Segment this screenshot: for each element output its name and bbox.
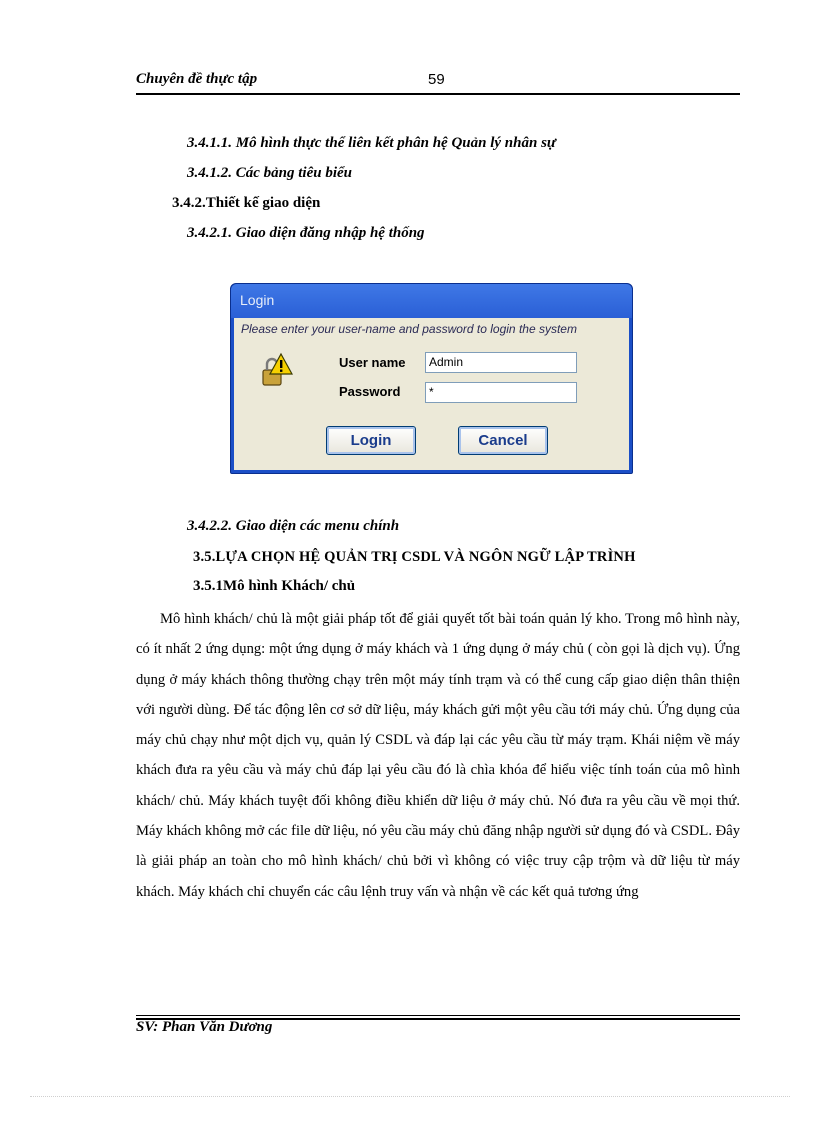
login-dialog	[230, 283, 633, 474]
footer-author: SV: Phan Văn Dương	[136, 1019, 273, 1035]
password-input[interactable]: *	[425, 382, 577, 403]
heading-3-5-1: 3.5.1Mô hình Khách/ chủ	[193, 578, 356, 594]
header-rule	[136, 93, 740, 95]
password-label: Password	[339, 384, 401, 399]
cancel-button[interactable]: Cancel	[458, 426, 548, 455]
username-label: User name	[339, 355, 406, 370]
body-paragraph-container	[136, 604, 740, 907]
lock-warning-icon	[259, 352, 293, 388]
login-prompt: Please enter your user-name and password to login the system	[241, 322, 577, 336]
dialog-body	[234, 318, 629, 470]
login-button[interactable]: Login	[326, 426, 416, 455]
heading-3-4-2-2: 3.4.2.2. Giao diện các menu chính	[187, 518, 400, 534]
heading-3-5: 3.5.LỰA CHỌN HỆ QUẢN TRỊ CSDL VÀ NGÔN NGỮ LẬP TRÌNH	[193, 549, 636, 565]
dialog-title: Login	[240, 292, 275, 308]
username-input[interactable]: Admin	[425, 352, 577, 373]
page-number: 59	[428, 71, 445, 88]
heading-3-4-1-2: 3.4.1.2. Các bảng tiêu biểu	[187, 165, 353, 181]
heading-3-4-1-1: 3.4.1.1. Mô hình thực thể liên kết phân hệ Quản lý nhân sự	[187, 135, 556, 151]
heading-3-4-2-1: 3.4.2.1. Giao diện đăng nhập hệ thống	[187, 225, 425, 241]
dialog-titlebar	[231, 284, 632, 318]
body-paragraph: Mô hình khách/ chủ là một giải pháp tốt để giải quyết tốt bài toán quản lý kho. Trong mô hình này, có ít nhất 2 ứng dụng: một ứng dụng ở máy khách và 1 ứng dụng ở máy chủ ( còn gọi là dịch vụ). Ứng dụng ở máy khách thông thường chạy trên một máy tính trạm và có thể cung cấp giao diện thân thiện với người dùng. Để tác động lên cơ sở dữ liệu, máy khách gửi một yêu cầu tới máy chủ. Ứng dụng của máy chủ chạy như một dịch vụ, quản lý CSDL và đáp lại các yêu cầu từ máy trạm. Khái niệm về máy khách đưa ra yêu cầu và máy chủ đáp lại yêu cầu đó là chìa khóa để hiểu việc tính toán của mô hình khách/ chủ. Máy khách tuyệt đối không điều khiển dữ liệu ở máy chủ. Nó đưa ra yêu cầu về mọi thứ. Máy khách không mở các file dữ liệu, nó yêu cầu máy chủ đăng nhập người sử dụng đó và CSDL. Đây là giải pháp an toàn cho mô hình khách/ chủ bởi vì không có việc truy cập trộm và dữ liệu từ máy khách. Máy khách chỉ chuyển các câu lệnh truy vấn và nhận về các kết quả tương ứng	[136, 611, 740, 900]
page-bottom-border	[30, 1096, 790, 1097]
footer-rule-thin	[136, 1015, 740, 1016]
header-title: Chuyên đề thực tập	[136, 71, 258, 87]
heading-3-4-2: 3.4.2.Thiết kế giao diện	[172, 195, 321, 211]
